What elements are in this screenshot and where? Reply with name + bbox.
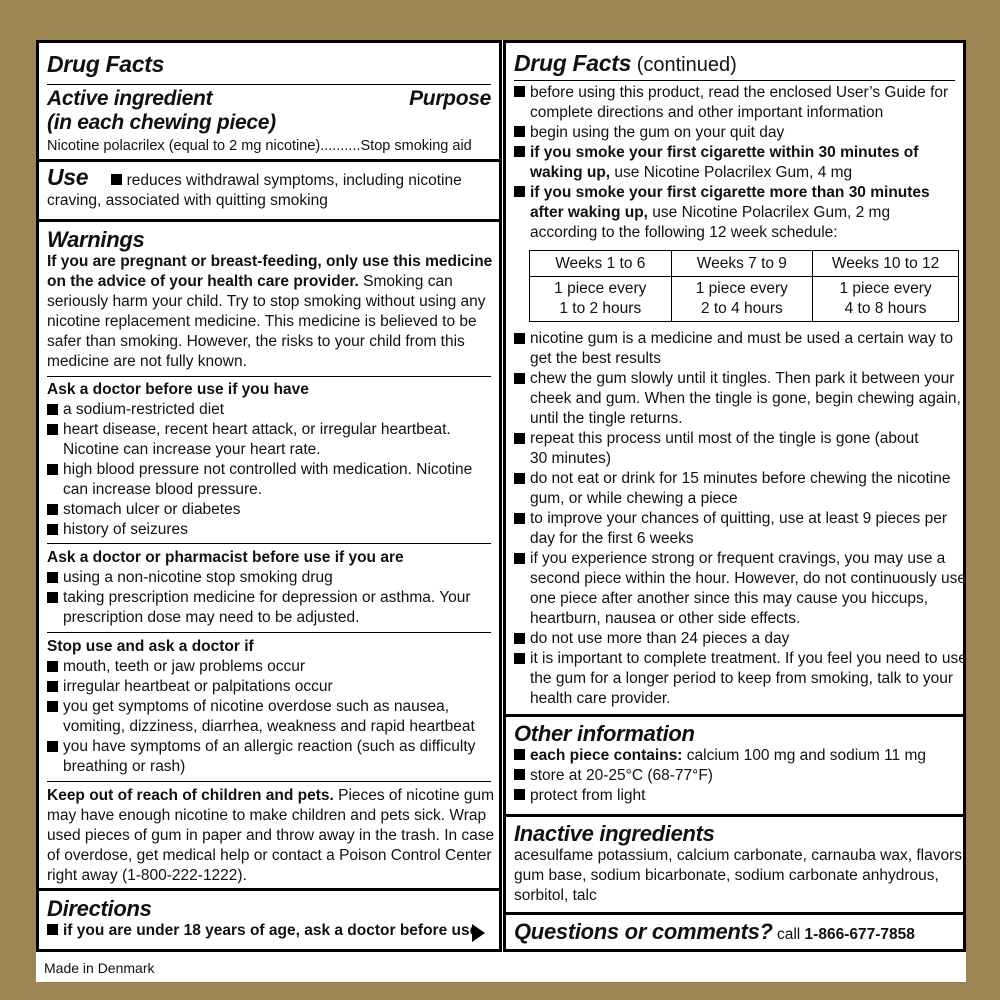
bullet-icon (47, 661, 58, 672)
direction-line: repeat this process until most of the tingle is gone (about (530, 430, 919, 447)
questions-section (514, 919, 955, 945)
direction-line: get the best results (530, 350, 661, 367)
divider (47, 84, 491, 85)
bullet-icon (47, 404, 58, 415)
call-label: call (772, 926, 805, 943)
bullet-icon (47, 681, 58, 692)
bullet-icon (514, 749, 525, 760)
bullet-icon (514, 186, 525, 197)
direction-line: begin using the gum on your quit day (530, 124, 785, 141)
ask-doctor-line: can increase blood pressure. (63, 481, 263, 498)
stop-use-item (47, 697, 491, 737)
inactive-line: gum base, sodium bicarbonate, sodium carbonate anhydrous, (514, 867, 939, 884)
direction-item (514, 369, 959, 429)
keep-out-line: Pieces of nicotine gum (333, 787, 495, 804)
divider (47, 376, 491, 377)
ask-doctor-list (47, 400, 491, 540)
ask-doctor-item (47, 520, 491, 540)
ask-doctor-line: heart disease, recent heart attack, or irregular heartbeat. (63, 421, 451, 438)
direction-line: 30 minutes) (530, 450, 611, 467)
ask-doctor-line: Nicotine can increase your heart rate. (63, 441, 321, 458)
directions-more (514, 329, 967, 709)
direction-item (514, 509, 959, 549)
drug-facts-panel (36, 40, 966, 982)
direction-line: to improve your chances of quitting, use at least 9 pieces per (530, 510, 948, 527)
table-header: Weeks 10 to 12 (813, 251, 959, 277)
direction-item (514, 469, 959, 509)
ask-doctor-line: history of seizures (63, 521, 188, 538)
page-title: Drug Facts (47, 51, 165, 77)
ask-doctor-item (47, 420, 491, 460)
use-line: craving, associated with quitting smoking (47, 192, 328, 209)
phone-number: 1-866-677-7858 (804, 926, 915, 943)
directions-line: if you are under 18 years of age, ask a doctor before use (63, 922, 479, 939)
ask-pharmacist-heading: Ask a doctor or pharmacist before use if you are (47, 549, 404, 566)
use-section (47, 164, 491, 211)
bullet-icon (47, 924, 58, 935)
inactive-ingredients-section (514, 821, 967, 906)
active-ingredient-heading: Active ingredient Purpose (47, 87, 491, 110)
section-divider (506, 714, 963, 717)
inactive-line: sorbitol, talc (514, 887, 597, 904)
continued-title-section (514, 50, 963, 77)
ask-doctor-line: a sodium-restricted diet (63, 401, 225, 418)
bullet-icon (514, 513, 525, 524)
other-info-line: store at 20-25°C (68-77°F) (530, 767, 713, 784)
bullet-icon (47, 741, 58, 752)
direction-line: do not eat or drink for 15 minutes before chewing the nicotine (530, 470, 951, 487)
warning-line: on the advice of your health care provider. (47, 273, 359, 290)
direction-item (514, 549, 966, 629)
warnings-section (47, 228, 491, 372)
bullet-icon (47, 504, 58, 515)
stop-use-heading: Stop use and ask a doctor if (47, 638, 254, 655)
direction-item (514, 429, 959, 469)
stop-use-line: you get symptoms of nicotine overdose such as nausea, (63, 698, 449, 715)
other-information-heading: Other information (514, 721, 695, 746)
use-line: reduces withdrawal symptoms, including nicotine (126, 172, 462, 189)
ask-doctor-section (47, 380, 491, 540)
ask-pharmacist-item (47, 588, 491, 628)
more-directions-list (514, 329, 967, 709)
direction-line: cheek and gum. When the tingle is gone, begin chewing again, (530, 390, 961, 407)
direction-line: according to the following 12 week schedule: (530, 224, 838, 241)
bullet-icon (514, 653, 525, 664)
title-section (47, 51, 499, 78)
table-cell: 1 piece every 2 to 4 hours (671, 277, 813, 322)
other-information-section (514, 722, 955, 806)
ask-doctor-item (47, 500, 491, 520)
keep-out-bold: Keep out of reach of children and pets. (47, 787, 334, 804)
divider (47, 543, 491, 544)
direction-line: if you smoke your first cigarette within 30 minutes of (530, 144, 919, 161)
warning-line: nicotine replacement medicine. This medicine is believed to be (47, 313, 477, 330)
direction-line: waking up, (530, 164, 611, 181)
stop-use-list (47, 657, 491, 777)
keep-out-line: of overdose, get medical help or contact a Poison Control Center (47, 847, 492, 864)
direction-line: until the tingle returns. (530, 410, 683, 427)
direction-item (514, 629, 959, 649)
bullet-icon (47, 592, 58, 603)
divider (514, 80, 955, 81)
inactive-ingredients-heading: Inactive ingredients (514, 821, 715, 846)
ask-pharmacist-line: prescription dose may need to be adjusted. (63, 609, 360, 626)
direction-line: chew the gum slowly until it tingles. Then park it between your (530, 370, 955, 387)
direction-line: after waking up, (530, 204, 648, 221)
direction-line: do not use more than 24 pieces a day (530, 630, 790, 647)
direction-line: if you experience strong or frequent cravings, you may use a (530, 550, 946, 567)
ask-doctor-line: high blood pressure not controlled with medication. Nicotine (63, 461, 473, 478)
bullet-icon (514, 146, 525, 157)
bullet-icon (47, 524, 58, 535)
direction-line: the gum for a longer period to keep from smoking, talk to your (530, 670, 954, 687)
stop-use-item (47, 677, 491, 697)
stop-use-section (47, 637, 491, 777)
direction-line: it is important to complete treatment. If you feel you need to use (530, 650, 967, 667)
ask-pharmacist-line: using a non-nicotine stop smoking drug (63, 569, 333, 586)
ask-doctor-item (47, 400, 491, 420)
direction-line: health care provider. (530, 690, 671, 707)
bullet-icon (514, 553, 525, 564)
active-ingredient-section (47, 87, 491, 156)
direction-item (514, 649, 967, 709)
ask-pharmacist-list (47, 568, 491, 628)
direction-line: day for the first 6 weeks (530, 530, 694, 547)
direction-line: before using this product, read the enclosed User’s Guide for (530, 84, 949, 101)
section-divider (39, 159, 499, 162)
bullet-icon (514, 126, 525, 137)
inactive-line: acesulfame potassium, calcium carbonate, carnauba wax, flavors, (514, 847, 967, 864)
table-cell: 1 piece every 4 to 8 hours (813, 277, 959, 322)
stop-use-line: you have symptoms of an allergic reaction (such as difficulty (63, 738, 476, 755)
stop-use-line: irregular heartbeat or palpitations occur (63, 678, 333, 695)
bullet-icon (111, 174, 122, 185)
direction-line: use Nicotine Polacrilex Gum, 2 mg (648, 204, 891, 221)
section-divider (506, 912, 963, 915)
warning-line: medicine are not fully known. (47, 353, 247, 370)
stop-use-line: mouth, teeth or jaw problems occur (63, 658, 306, 675)
ingredient-line: Nicotine polacrilex (equal to 2 mg nicotine)..........Stop smoking aid (47, 138, 472, 154)
direction-line: second piece within the hour. However, do not continuously use (530, 570, 966, 587)
bullet-icon (514, 333, 525, 344)
ask-pharmacist-section (47, 548, 491, 628)
directions-section (47, 897, 491, 941)
warning-line: seriously harm your child. Try to stop smoking without using any (47, 293, 486, 310)
bullet-icon (514, 433, 525, 444)
bullet-icon (47, 424, 58, 435)
ask-doctor-item (47, 460, 491, 500)
bullet-icon (514, 633, 525, 644)
direction-line: one piece after another since this may cause you hiccups, (530, 590, 929, 607)
continue-arrow-icon (472, 924, 485, 942)
divider (47, 632, 491, 633)
stop-use-item (47, 657, 491, 677)
other-info-line: calcium 100 mg and sodium 11 mg (682, 747, 927, 764)
bullet-icon (47, 464, 58, 475)
ask-doctor-line: stomach ulcer or diabetes (63, 501, 241, 518)
keep-out-line: right away (1-800-222-1222). (47, 867, 247, 884)
bullet-icon (514, 789, 525, 800)
direction-line: complete directions and other important information (530, 104, 884, 121)
directions-continued (514, 83, 957, 243)
section-divider (39, 219, 499, 222)
made-in-label: Made in Denmark (44, 960, 155, 976)
continued-suffix: (continued) (631, 54, 737, 76)
direction-line: gum, or while chewing a piece (530, 490, 738, 507)
active-ingredient-subheading: (in each chewing piece) (47, 111, 276, 134)
bullet-icon (514, 473, 525, 484)
stop-use-item (47, 737, 491, 777)
other-info-line: each piece contains: (530, 747, 683, 764)
warning-line: If you are pregnant or breast-feeding, only use this medicine (47, 253, 493, 270)
direction-line: use Nicotine Polacrilex Gum, 4 mg (610, 164, 853, 181)
keep-out-line: may have enough nicotine to make children and pets sick. Wrap (47, 807, 487, 824)
divider (47, 781, 491, 782)
bullet-icon (514, 373, 525, 384)
table-header: Weeks 7 to 9 (671, 251, 813, 277)
ask-pharmacist-line: taking prescription medicine for depression or asthma. Your (63, 589, 471, 606)
questions-heading: Questions or comments? (514, 919, 773, 944)
direction-line: if you smoke your first cigarette more than 30 minutes (530, 184, 930, 201)
left-column (36, 40, 502, 952)
right-column (503, 40, 966, 952)
bullet-icon (47, 701, 58, 712)
section-divider (506, 814, 963, 817)
direction-item (514, 329, 959, 369)
direction-line: heartburn, nausea or other side effects. (530, 610, 801, 627)
direction-line: nicotine gum is a medicine and must be used a certain way to (530, 330, 954, 347)
use-heading: Use (47, 164, 89, 190)
warning-line: Smoking can (358, 273, 453, 290)
stop-use-line: vomiting, dizziness, diarrhea, weakness and rapid heartbeat (63, 718, 475, 735)
section-divider (39, 888, 499, 891)
ask-doctor-heading: Ask a doctor before use if you have (47, 381, 309, 398)
bullet-icon (47, 572, 58, 583)
stop-use-line: breathing or rash) (63, 758, 186, 775)
warnings-heading: Warnings (47, 227, 145, 252)
table-header: Weeks 1 to 6 (530, 251, 672, 277)
directions-heading: Directions (47, 896, 152, 921)
bullet-icon (514, 86, 525, 97)
keep-out-line: used pieces of gum in paper and throw away in the trash. In case (47, 827, 495, 844)
purpose-heading: Purpose (409, 87, 491, 110)
bullet-icon (514, 769, 525, 780)
dosing-schedule-table (529, 250, 959, 322)
other-info-line: protect from light (530, 787, 646, 804)
ask-pharmacist-item (47, 568, 491, 588)
keep-out-section (47, 786, 495, 886)
table-cell: 1 piece every 1 to 2 hours (530, 277, 672, 322)
warning-line: safer than smoking. However, the risks to your child from this (47, 333, 465, 350)
continued-title: Drug Facts (514, 50, 632, 76)
